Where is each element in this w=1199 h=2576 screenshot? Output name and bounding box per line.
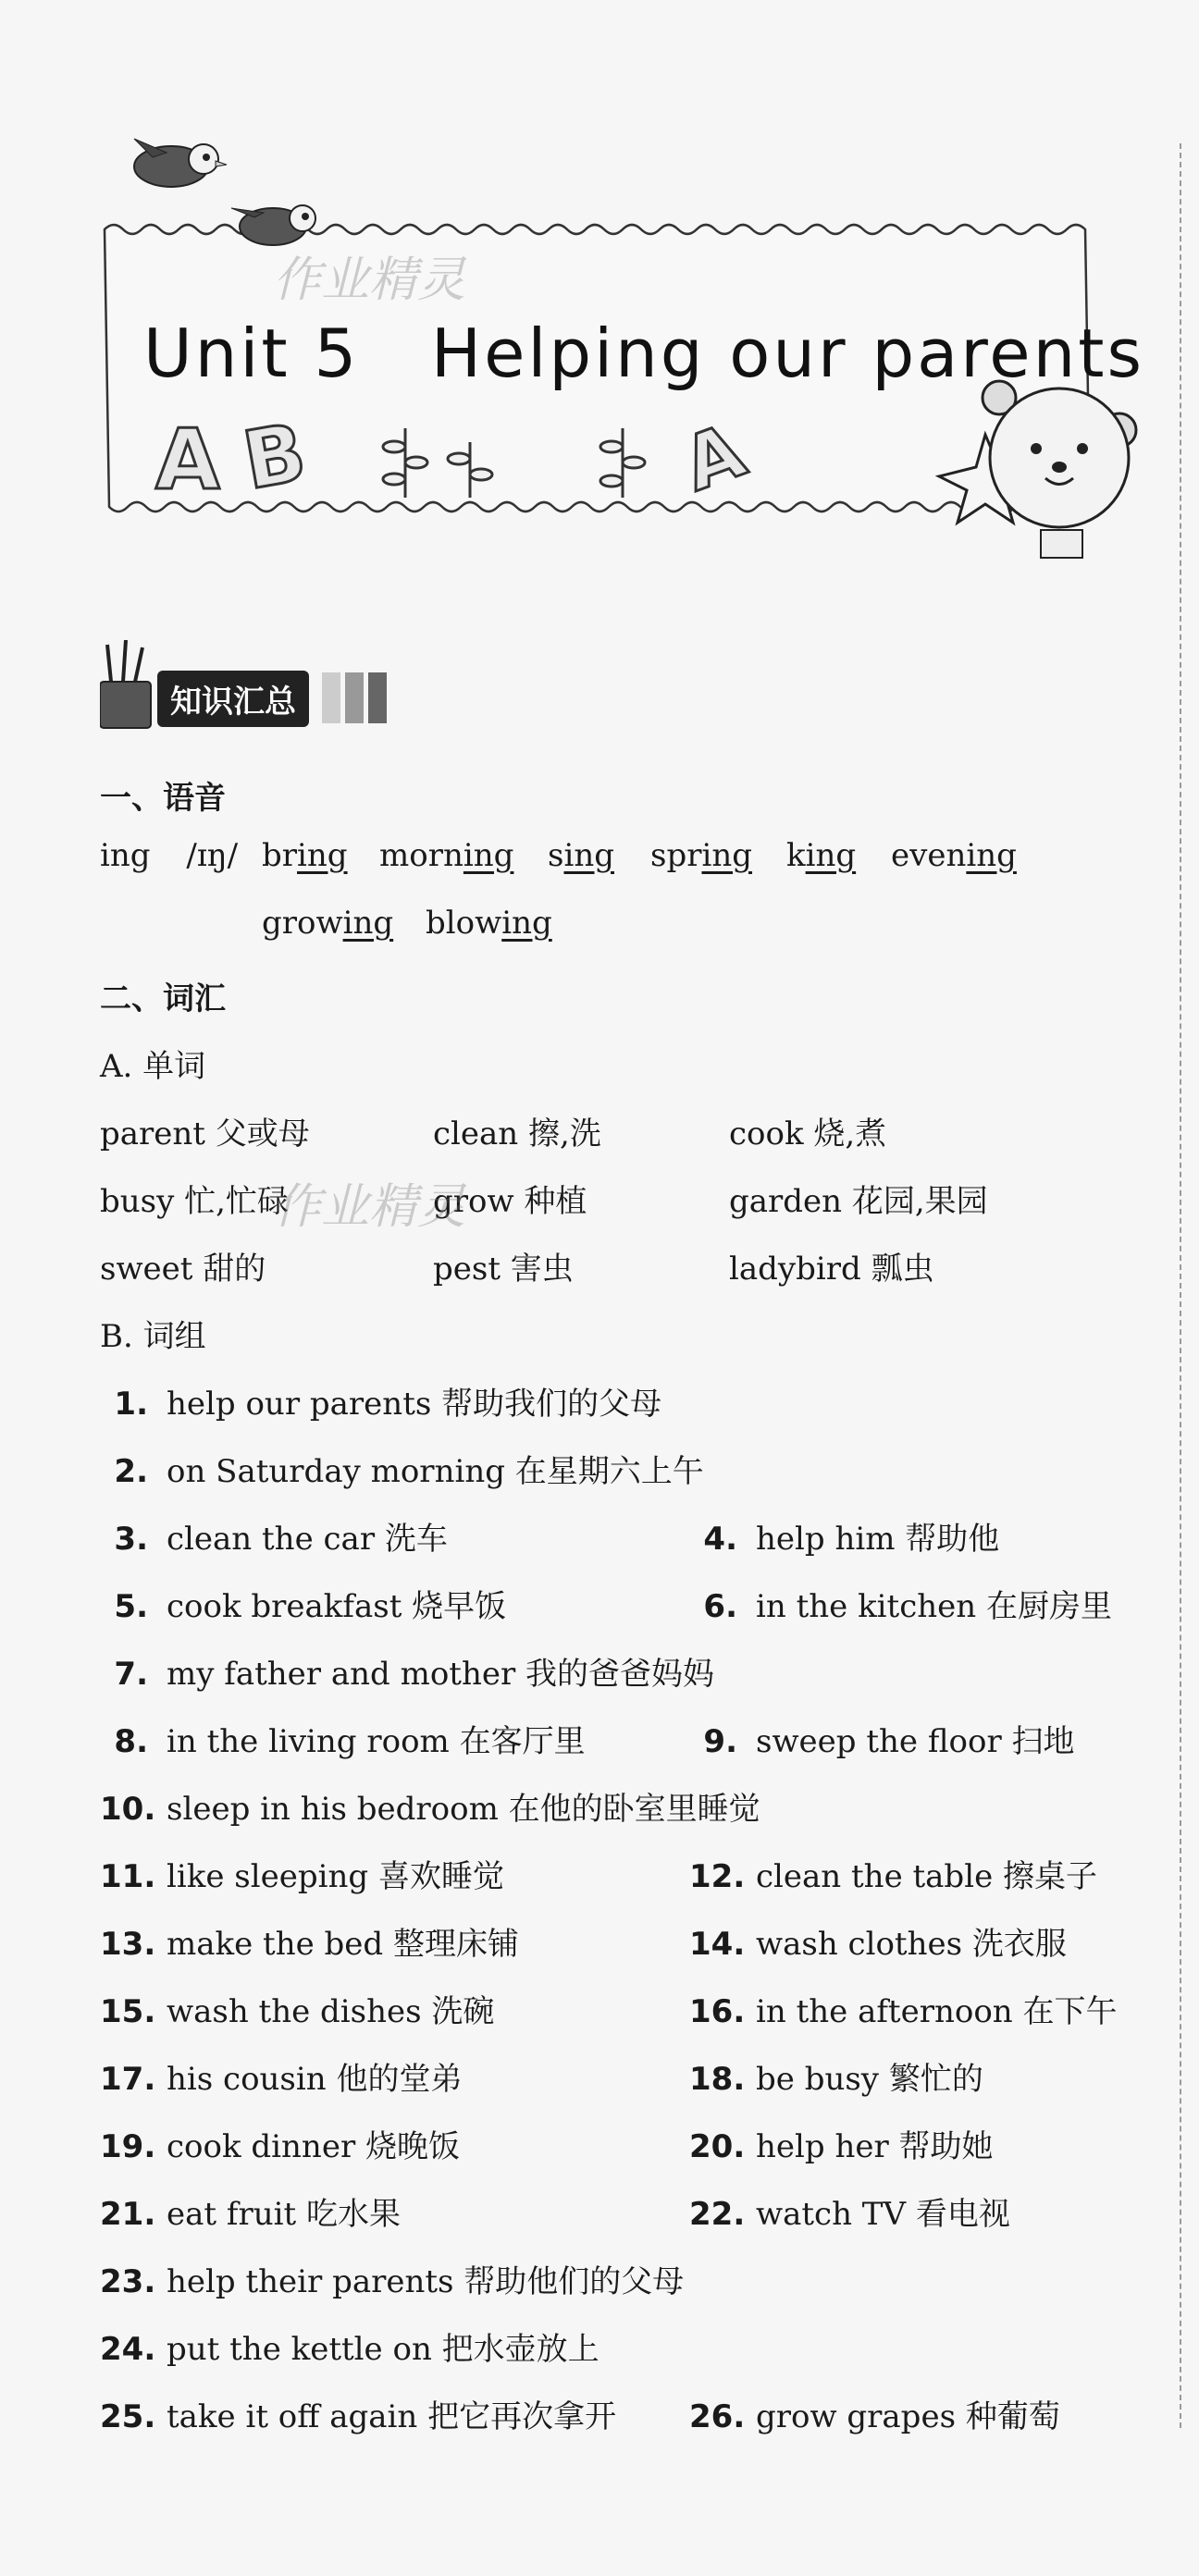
phonics-word: evening [891, 837, 1017, 874]
vocab-word: ladybird 瓢虫 [729, 1251, 934, 1288]
svg-text:B: B [236, 406, 313, 509]
phrase-item: 5. cook breakfast 烧早饭 [114, 1588, 507, 1625]
phrase-item: 13. make the bed 整理床铺 [100, 1926, 519, 1963]
unit-title: Unit 5 Helping our parents [143, 314, 1144, 392]
watermark: 作业精灵 [273, 1179, 466, 1235]
phrase-item: 22. watch TV 看电视 [689, 2196, 1010, 2233]
phrase-item: 2. on Saturday morning 在星期六上午 [114, 1453, 704, 1490]
phrase-item: 8. in the living room 在客厅里 [114, 1723, 586, 1760]
phrase-item: 15. wash the dishes 洗碗 [100, 1993, 495, 2030]
phonics-word: spring [650, 837, 753, 874]
phrases-heading: B. 词组 [100, 1318, 206, 1355]
vocab-word: busy 忙,忙碌 [100, 1183, 289, 1220]
phrase-item: 6. in the kitchen 在厨房里 [703, 1588, 1112, 1625]
vocab-word: cook 烧,煮 [729, 1115, 887, 1152]
phrase-item: 25. take it off again 把它再次拿开 [100, 2398, 617, 2435]
vocab-heading: 二、词汇 [100, 980, 226, 1017]
phrase-item: 7. my father and mother 我的爸爸妈妈 [114, 1656, 715, 1693]
phrase-item: 12. clean the table 擦桌子 [689, 1858, 1098, 1895]
phonics-word: blowing [426, 905, 552, 942]
phrase-item: 20. help her 帮助她 [689, 2128, 994, 2165]
phrase-item: 18. be busy 繁忙的 [689, 2061, 983, 2098]
vocab-word: grow 种植 [433, 1183, 587, 1220]
phrase-item: 17. his cousin 他的堂弟 [100, 2061, 463, 2098]
phrase-item: 26. grow grapes 种葡萄 [689, 2398, 1060, 2435]
phrase-item: 16. in the afternoon 在下午 [689, 1993, 1118, 2030]
phonics-pattern: ing [100, 837, 151, 874]
words-heading: A. 单词 [100, 1048, 206, 1085]
phrase-item: 21. eat fruit 吃水果 [100, 2196, 401, 2233]
phonics-word: growing [262, 905, 394, 942]
phrase-item: 9. sweep the floor 扫地 [703, 1723, 1075, 1760]
vocab-word: garden 花园,果园 [729, 1183, 988, 1220]
vocab-word: clean 擦,洗 [433, 1115, 601, 1152]
svg-text:A: A [672, 407, 756, 509]
watermark: 作业精灵 [273, 253, 466, 308]
phrase-item: 3. clean the car 洗车 [114, 1521, 448, 1558]
vocab-word: parent 父或母 [100, 1115, 310, 1152]
vocab-word: pest 害虫 [433, 1251, 574, 1288]
phrase-item: 14. wash clothes 洗衣服 [689, 1926, 1067, 1963]
phrase-item: 19. cook dinner 烧晚饭 [100, 2128, 461, 2165]
phonics-word: king [786, 837, 857, 874]
phonics-row-1 [100, 837, 238, 874]
phonics-word: bring [262, 837, 348, 874]
svg-text:A: A [155, 412, 220, 509]
phrase-item: 24. put the kettle on 把水壶放上 [100, 2331, 600, 2368]
phrase-item: 4. help him 帮助他 [703, 1521, 1000, 1558]
phrase-item: 1. help our parents 帮助我们的父母 [114, 1386, 662, 1423]
vocab-word: sweet 甜的 [100, 1251, 266, 1288]
phrase-item: 23. help their parents 帮助他们的父母 [100, 2263, 685, 2300]
margin-dashed-line [1180, 143, 1181, 2428]
section-label: 知识汇总 [157, 671, 309, 727]
phonics-word: morning [379, 837, 514, 874]
phrase-item: 11. like sleeping 喜欢睡觉 [100, 1858, 504, 1895]
phrase-item: 10. sleep in his bedroom 在他的卧室里睡觉 [100, 1791, 760, 1828]
phonics-heading: 一、语音 [100, 780, 226, 817]
phonics-word: sing [548, 837, 614, 874]
bear-illustration [911, 375, 1170, 597]
phonics-ipa: /ɪŋ/ [186, 837, 239, 874]
